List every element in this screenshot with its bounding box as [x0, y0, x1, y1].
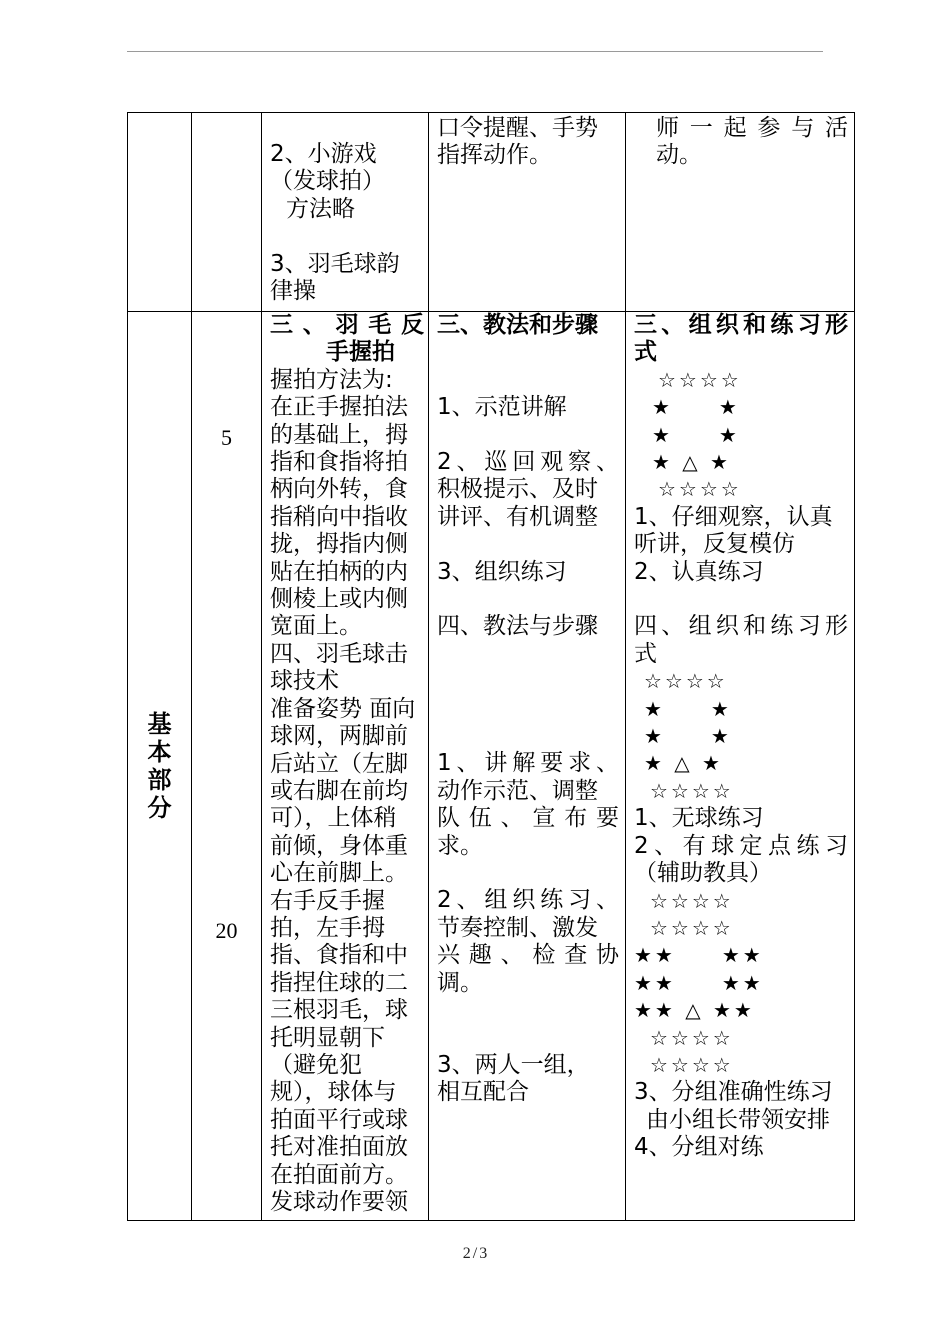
lesson-plan-table	[127, 112, 855, 1221]
content-line: 方法略	[286, 195, 355, 222]
content-line: 托对准拍面放	[270, 1134, 408, 1161]
organization-heading: 三、组织和练习形	[634, 312, 848, 338]
content-line: 侧棱上或内侧	[270, 586, 408, 613]
content-line: 律操	[270, 278, 316, 305]
organization-line: 1、无球练习	[634, 805, 764, 832]
organization-heading: 式	[634, 339, 657, 366]
section-label: 基 本 部 分	[147, 710, 172, 822]
method-line: 调。	[437, 969, 483, 996]
organization-line: （辅助教具）	[634, 860, 772, 887]
method-line: 3、组织练习	[437, 558, 567, 585]
formation-diagram: ☆☆☆☆ ★ ★ ★ ★ ★ △ ★ ☆☆☆☆	[644, 669, 734, 803]
content-line: 准备姿势 面向	[270, 695, 416, 722]
section-cell	[128, 113, 192, 312]
table-row	[128, 312, 855, 1221]
organization-line: 4、分组对练	[634, 1134, 764, 1161]
organization-line: 动。	[656, 142, 702, 169]
method-line: 兴趣、检查协	[437, 942, 619, 969]
content-line: 握拍方法为:	[270, 366, 393, 393]
method-line: 队伍、宣布要	[437, 805, 619, 832]
content-line: 后站立（左脚	[270, 750, 408, 777]
method-line: 2、组织练习、	[437, 887, 619, 914]
content-line: 3、羽毛球韵	[270, 250, 400, 277]
content-line: 前倾，身体重	[270, 832, 408, 859]
page-number: 2 / 3	[462, 1245, 488, 1262]
time-value: 20	[215, 918, 238, 943]
method-line: 3、两人一组，	[437, 1051, 590, 1078]
method-cell	[429, 312, 626, 1221]
method-line: 相互配合	[437, 1079, 529, 1106]
content-line: 拍，左手拇	[270, 914, 385, 941]
method-heading: 三、教法和步骤	[437, 312, 598, 338]
method-line: 节奏控制、激发	[437, 914, 598, 941]
method-line: 1、讲解要求、	[437, 750, 619, 777]
content-line: 柄向外转，食	[270, 476, 408, 503]
content-line: （发球拍）	[270, 168, 385, 195]
content-line: 宽面上。	[270, 613, 362, 640]
organization-cell	[626, 312, 855, 1221]
method-line: 指挥动作。	[437, 142, 552, 169]
content-heading: 手握拍	[326, 339, 395, 366]
content-line: 或右脚在前均	[270, 777, 408, 804]
method-cell	[429, 113, 626, 312]
header-rule	[127, 51, 823, 52]
method-heading: 四、教法与步骤	[437, 613, 598, 640]
method-line: 动作示范、调整	[437, 777, 598, 804]
method-line: 1、示范讲解	[437, 394, 567, 421]
content-line: 球技术	[270, 668, 339, 695]
formation-diagram: ☆☆☆☆ ★ ★ ★ ★ ★ △ ★ ☆☆☆☆	[652, 367, 742, 502]
time-cell	[192, 113, 262, 312]
content-line: 球网，两脚前	[270, 723, 408, 750]
content-line: 2、小游戏	[270, 141, 377, 167]
method-line: 2、巡回观察、	[437, 448, 619, 475]
content-line: 右手反手握	[270, 887, 385, 914]
content-line: 四、羽毛球击	[270, 640, 408, 667]
content-line: 拢，拇指内侧	[270, 531, 408, 558]
organization-heading: 式	[634, 640, 657, 667]
content-line: 指稍向中指收	[270, 503, 408, 530]
content-line: 发球动作要领	[270, 1189, 408, 1215]
content-cell	[262, 113, 429, 312]
content-line: 指、食指和中	[270, 942, 408, 969]
table-row	[128, 113, 855, 312]
organization-line: 1、仔细观察，认真	[634, 503, 833, 530]
organization-line: 2、认真练习	[634, 558, 764, 585]
content-line: 拍面平行或球	[270, 1106, 408, 1133]
organization-line: 2、有球定点练习	[634, 832, 848, 859]
content-line: 的基础上，拇	[270, 421, 408, 448]
content-line: 指捏住球的二	[270, 969, 408, 996]
organization-line: 由小组长带领安排	[646, 1106, 830, 1133]
content-line: 托明显朝下	[270, 1024, 385, 1051]
content-cell	[262, 312, 429, 1221]
method-line: 讲评、有机调整	[437, 503, 598, 530]
content-heading: 三、羽毛反	[270, 312, 424, 338]
content-line: 贴在拍柄的内	[270, 558, 408, 585]
content-line: 心在前脚上。	[270, 860, 408, 887]
content-line: 规），球体与	[270, 1079, 397, 1106]
content-line: 在正手握拍法	[270, 394, 408, 421]
content-line: 在拍面前方。	[270, 1161, 408, 1188]
content-line: 指和食指将拍	[270, 449, 408, 476]
section-cell	[128, 312, 192, 1221]
organization-line: 师一起参与活	[656, 115, 848, 141]
method-line: 积极提示、及时	[437, 476, 598, 503]
organization-line: 3、分组准确性练习	[634, 1079, 833, 1106]
organization-line: 听讲，反复模仿	[634, 531, 795, 558]
time-cell	[192, 312, 262, 1221]
content-line: （避免犯	[270, 1051, 362, 1078]
time-value: 5	[221, 425, 232, 450]
organization-heading: 四、组织和练习形	[634, 613, 848, 640]
content-line: 可），上体稍	[270, 805, 397, 832]
method-line: 求。	[437, 832, 483, 859]
formation-diagram: ☆☆☆☆ ☆☆☆☆ ★★ ★★ ★★ ★★ ★★ △ ★★ ☆☆☆☆ ☆☆☆☆	[634, 888, 764, 1077]
content-line: 三根羽毛，球	[270, 997, 408, 1024]
organization-cell	[626, 113, 855, 312]
method-line: 口令提醒、手势	[437, 115, 598, 141]
